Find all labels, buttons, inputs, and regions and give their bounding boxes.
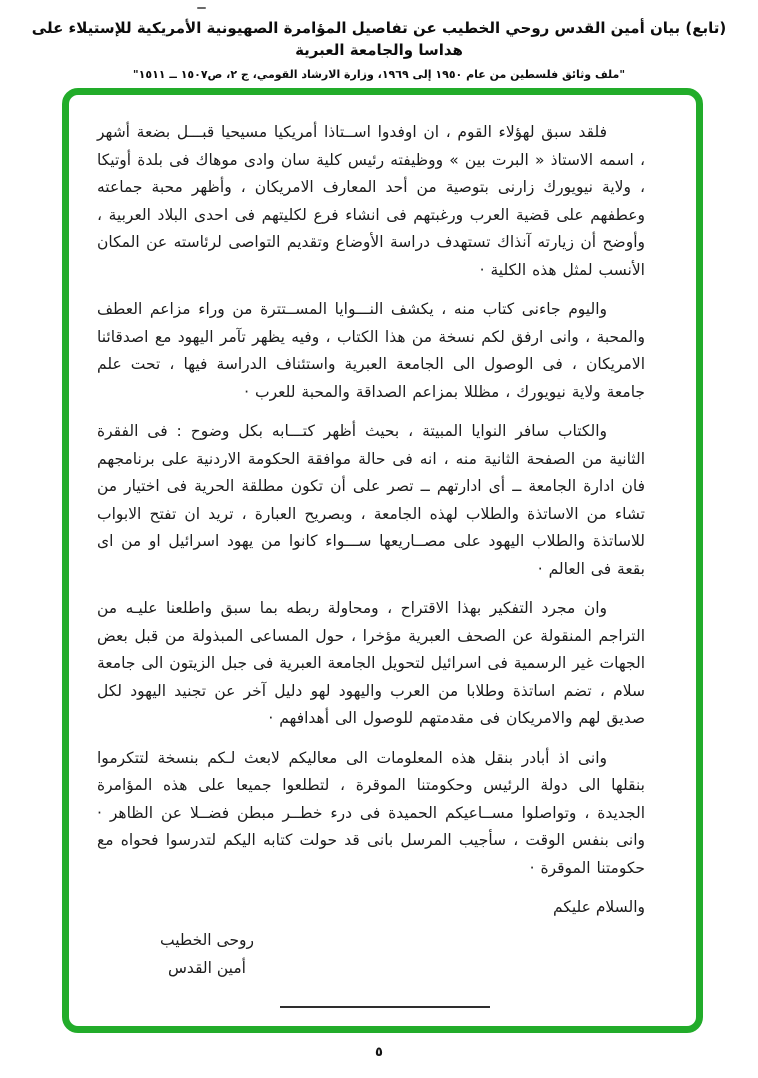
document-source-citation: "ملف وثائق فلسطين من عام ١٩٥٠ إلى ١٩٦٩، وزارة الارشاد القومي، ج ٢، ص١٥٠٧ ــ ١٥١١" bbox=[132, 68, 626, 81]
closing-salutation: والسلام عليكم bbox=[552, 898, 645, 916]
page-number: ٥ bbox=[375, 1045, 383, 1060]
body-paragraph: فلقد سبق لهؤلاء القوم ، ان اوفدوا اســتاذا أمريكيا مسيحيا قبـــل بضعة أشهر ، اسمه الاستاذ « البرت بين » ووظيفته رئيس كلية سان وادى موهاك فى بلدة أوتيكا ، ولاية نيويورك زارنى بتوصية من أحد المعارف الامريكان ، وأظهر محبة جماعته وعطفهم على قضية العرب ورغبتهم فى انشاء فرع لكليتهم فى احدى البلاد العربية ، وأوضح أن زيارته آنذاك تستهدف دراسة الأوضاع وتقديم التواصى لرئاسته عن المكان الأنسب لمثل هذه الكلية · bbox=[97, 123, 645, 279]
body-paragraph: والكتاب سافر النوايا المبيتة ، بحيث أظهر كتـــابه بكل وضوح : فى الفقرة الثانية من الصفحة الثانية منه ، انه فى حالة موافقة الحكومة الاردنية على برنامجهم فان ادارة الجامعة ــ أى ادارتهم ــ تصر على أن تكون مطلقة الحرية فى اختيار من تشاء من الاساتذة والطلاب لهذه الجامعة ، وبصريح العبارة ، تريد ان تفتح الابواب للاساتذة والطلاب اليهود على مصــاريعها ســـواء كانوا من يهود اسرائيل او من اى بقعة فى العالم · bbox=[97, 422, 645, 578]
document-body-frame bbox=[62, 88, 703, 1033]
signature-block bbox=[127, 926, 287, 982]
signature-title: أمين القدس bbox=[168, 959, 246, 977]
document-header bbox=[0, 0, 758, 81]
document-title: (تابع) بيان أمين القدس روحي الخطيب عن تفاصيل المؤامرة الصهيونية الأمريكية للإستيلاء على هداسا والجامعة العبرية bbox=[31, 19, 727, 59]
body-paragraph: وانى اذ أبادر بنقل هذه المعلومات الى معاليكم لابعث لـكم بنسخة لتتكرموا بنقلها الى دولة الرئيس وحكومتنا الموقرة ، لتطلعوا جميعا على هذه المؤامرة الجديدة ، وتواصلوا مســاعيكم الحميدة فى درء خطــر مبطن فضــلا عن الظاهر · وانى بنفس الوقت ، سأجيب المرسل بانى قد حولت كتابه اليكم لتدرسوا فحواه مع حكومتنا الموقرة · bbox=[97, 748, 645, 877]
signature-name: روحى الخطيب bbox=[159, 931, 255, 949]
end-rule bbox=[280, 1006, 490, 1008]
body-paragraph: واليوم جاءنى كتاب منه ، يكشف النـــوايا المســتترة من وراء مزاعم العطف والمحبة ، وانى ارفق لكم نسخة من هذا الكتاب ، وفيه يظهر تآمر اليهود مع اصدقائنا الامريكان ، فى الوصول الى الجامعة العبرية واستئناف الدراسة فيها ، تحت علم جامعة ولاية نيويورك ، مظللا بمزاعم الصداقة والمحبة للعرب · bbox=[97, 300, 645, 401]
scan-artifact-mark bbox=[197, 7, 206, 9]
body-paragraph: وان مجرد التفكير بهذا الاقتراح ، ومحاولة ربطه بما سبق واطلعنا عليـه من التراجم المنقولة عن الصحف العبرية مؤخرا ، حول المساعى المبذولة من قبل بعض الجهات غير الرسمية فى اسرائيل لتحويل الجامعة العبرية فى جبل الزيتون الى جامعة سلام ، تضم اساتذة وطلابا من العرب واليهود لهو دليل آخر عن تجنيد اليهود لكل صديق لهم والامريكان فى مقدمتهم للوصول الى أهدافهم · bbox=[97, 599, 645, 727]
